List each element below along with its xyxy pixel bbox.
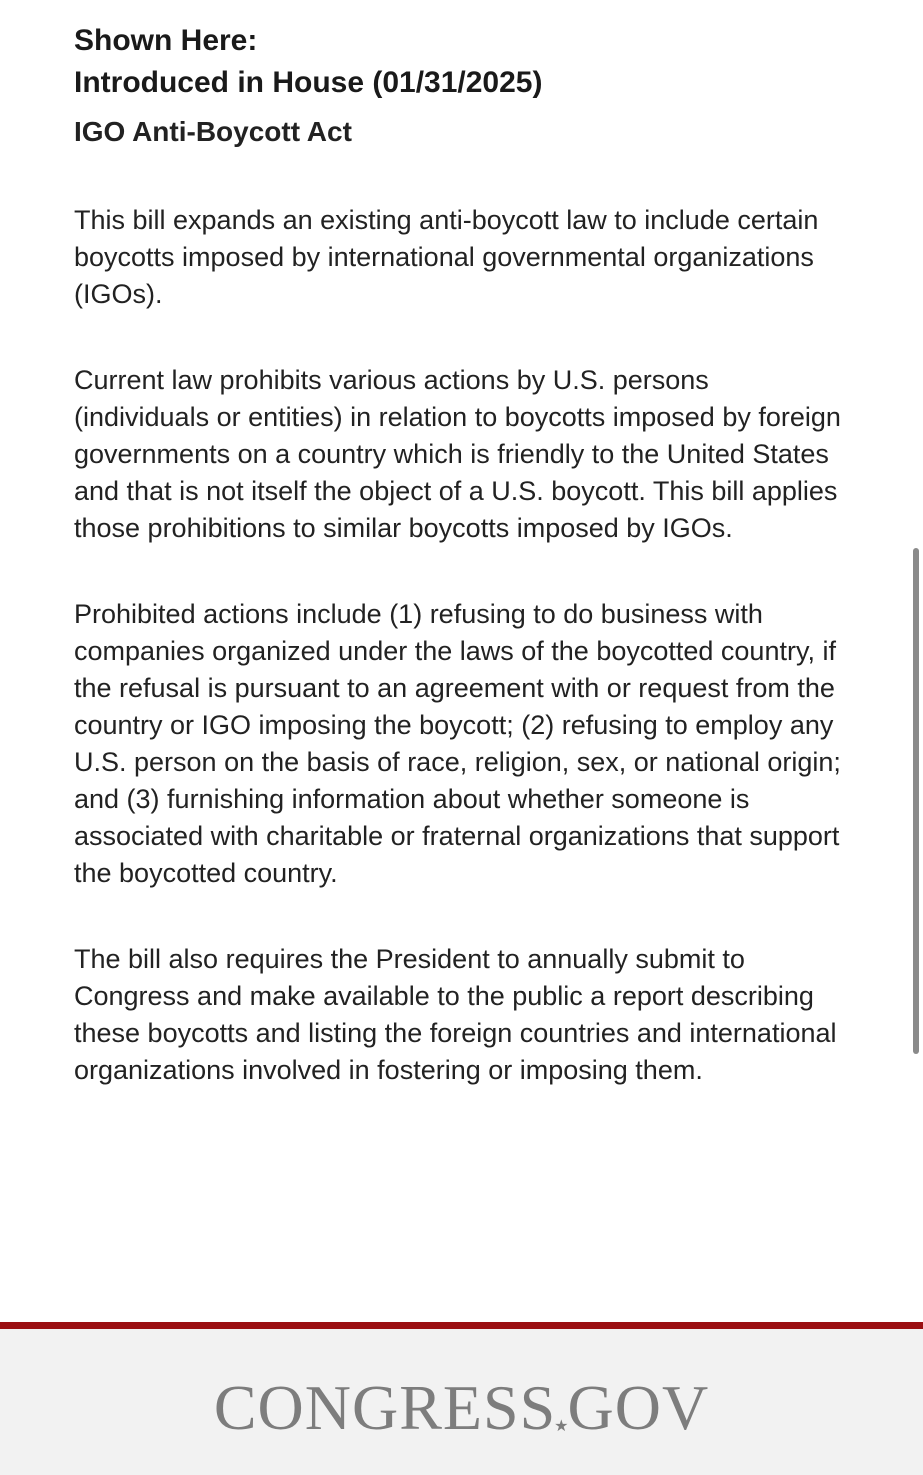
- summary-paragraph: Prohibited actions include (1) refusing to do business with companies organized under the laws of the boycotted country, if the refusal is pursuant to an agreement with or request from the country or IGO imposing the boycott; (2) refusing to employ any U.S. person on the basis of race, religion, sex, or national origin; and (3) furnishing information about whether someone is associated with charitable or fraternal organizations that support the boycotted country.: [74, 599, 841, 888]
- bill-version: Introduced in House (01/31/2025): [74, 66, 543, 99]
- summary-paragraph: This bill expands an existing anti-boycott law to include certain boycotts imposed by international governmental organizations (IGOs).: [74, 205, 819, 309]
- summary-text: [74, 202, 844, 1089]
- shown-here-label: Shown Here:: [74, 24, 258, 57]
- vertical-scrollbar[interactable]: [913, 548, 919, 1054]
- congress-gov-logo[interactable]: [0, 1373, 923, 1462]
- logo-text-congress: CONGRESS: [213, 1372, 557, 1443]
- site-footer: [0, 1322, 923, 1475]
- logo-text-gov: GOV: [567, 1372, 710, 1443]
- star-icon: ★: [554, 1418, 570, 1435]
- bill-summary-content: [74, 20, 844, 1089]
- summary-paragraph: Current law prohibits various actions by U.S. persons (individuals or entities) in relation to boycotts imposed by foreign governments on a country which is friendly to the United States and that is not itself the object of a U.S. boycott. This bill applies those prohibitions to similar boycotts imposed by IGOs.: [74, 365, 841, 543]
- summary-paragraph: The bill also requires the President to annually submit to Congress and make available to the public a report describing these boycotts and listing the foreign countries and international organizations involved in fostering or imposing them.: [74, 944, 837, 1085]
- bill-title: IGO Anti-Boycott Act: [74, 116, 352, 147]
